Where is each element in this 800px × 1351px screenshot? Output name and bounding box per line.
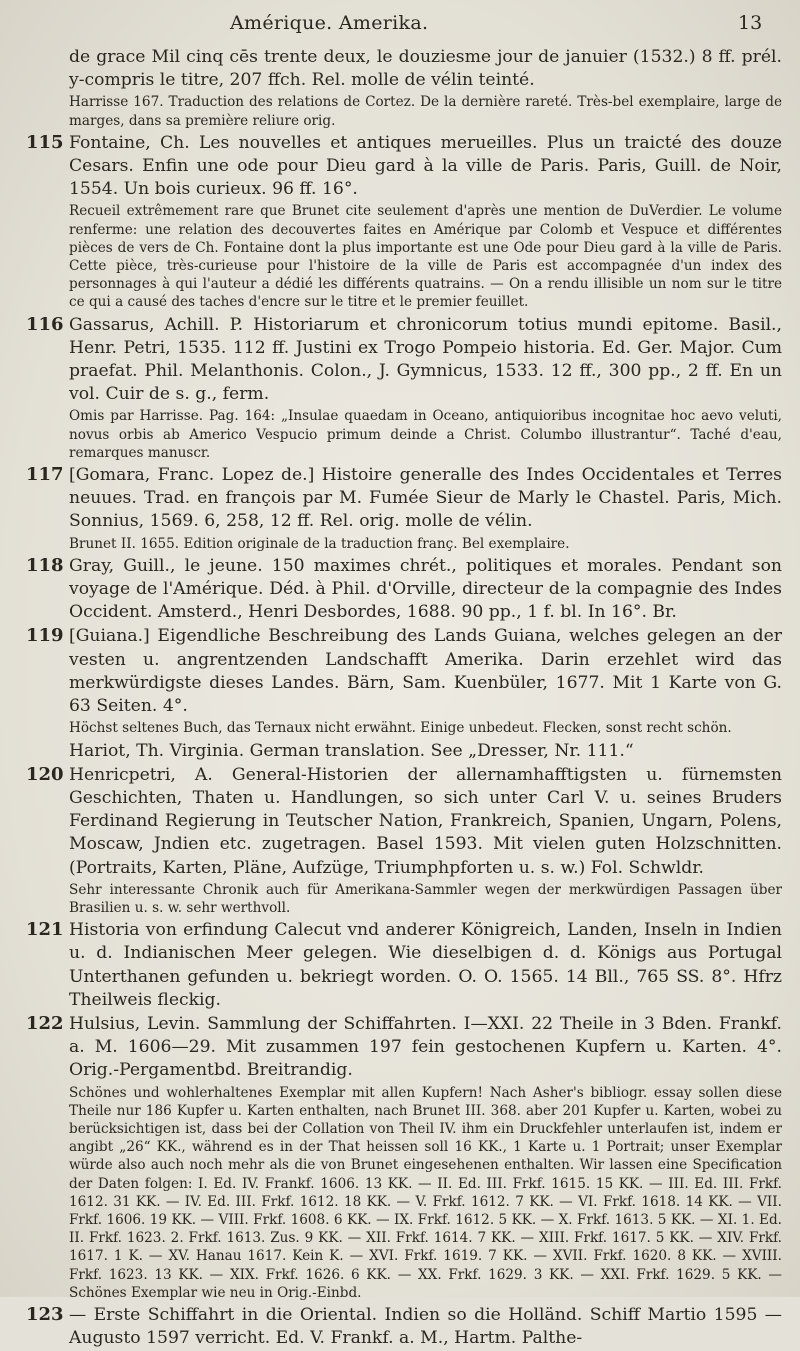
entry-text: Henricpetri, A. General-Historien der allernamhafftigsten u. fürnemsten Geschichten, Thaten u. Handlungen, so sich unter Carl V. u. seines Bruders Ferdinand Regierung in Teutscher Nation, Frankreich, Spanien, Ungarn, Polens, Moscaw, Jndien etc. zugetragen. Basel 1593. Mit vielen guten Holzschnitten. (Portraits, Karten, Pläne, Aufzüge, Triumphpforten u. s. w.) Fol. Schwldr. — [69, 764, 782, 878]
entry-text: Fontaine, Ch. Les nouvelles et antiques merueilles. Plus un traicté des douze Cesars. Enfin une ode pour Dieu gard à la ville de Paris. Paris, Guill. de Noir, 1554. Un bois curieux. 96 ff. 16°. — [69, 132, 782, 200]
entry-note: Harrisse 167. Traduction des relations de Cortez. De la dernière rareté. Très-bel exemplaire, large de marges, dans sa première reliure orig. — [69, 94, 782, 129]
entry-number: 118 — [26, 554, 64, 576]
entry-115 — [26, 132, 782, 312]
entry-number: 123 — [26, 1303, 64, 1325]
entry-number: 122 — [26, 1012, 64, 1034]
entry-note: Höchst seltenes Buch, das Ternaux nicht erwähnt. Einige unbedeut. Flecken, sonst recht schön. — [69, 720, 732, 737]
entry-hariot — [26, 740, 782, 763]
entry-continued — [26, 46, 782, 130]
entry-note: Recueil extrêmement rare que Brunet cite seulement d'après une mention de DuVerdier. Le volume renferme: une relation des decouvertes faites en Amérique par Colomb et Vespuce et différentes pièces de vers de Ch. Fontaine dont la plus importante est une Ode pour Dieu gard à la ville de Paris. Cette pièce, très-curieuse pour l'histoire de la ville de Paris est accompagnée d'un index des personnages à qui l'auteur a dédié les différents quatrains. — On a rendu illisible un nom sur le titre ce qui a causé des taches d'encre sur le titre et le premier feuillet. — [69, 203, 782, 311]
entry-number: 120 — [26, 763, 64, 785]
entry-text: Gassarus, Achill. P. Historiarum et chronicorum totius mundi epitome. Basil., Henr. Petri, 1535. 112 ff. Justini ex Trogo Pompeio historia. Ed. Ger. Major. Cum praefat. Phil. Melanthonis. Colon., J. Gymnicus, 1533. 12 ff., 300 pp., 2 ff. En un vol. Cuir de s. g., ferm. — [69, 314, 782, 405]
entry-note: Brunet II. 1655. Edition originale de la traduction franç. Bel exemplaire. — [69, 535, 570, 552]
entry-text: [Guiana.] Eigendliche Beschreibung des Lands Guiana, welches gelegen an der vesten u. angrentzenden Landschafft Amerika. Darin erzehlet wird das merkwürdigste dieses Landes. Bärn, Sam. Kuenbüler, 1677. Mit 1 Karte von G. 63 Seiten. 4°. — [69, 626, 782, 717]
entry-note: Sehr interessante Chronik auch für Amerikana-Sammler wegen der merkwürdigen Passagen über Brasilien u. s. w. sehr werthvoll. — [69, 881, 782, 916]
entry-119 — [26, 625, 782, 737]
entry-122 — [26, 1013, 782, 1302]
entry-text: Hariot, Th. Virginia. German translation. See „Dresser, Nr. 111.“ — [69, 740, 634, 761]
entry-121 — [26, 919, 782, 1012]
page-number: 13 — [738, 12, 763, 34]
entry-116 — [26, 314, 782, 462]
running-header — [0, 12, 800, 40]
entry-118 — [26, 555, 782, 625]
entry-number: 119 — [26, 625, 64, 647]
entry-text: Gray, Guill., le jeune. 150 maximes chrét., politiques et morales. Pendant son voyage de l'Amérique. Déd. à Phil. d'Orville, directeur de la compagnie des Indes Occident. Amsterd., Henri Desbordes, 1688. 90 pp., 1 f. bl. In 16°. Br. — [69, 555, 782, 623]
entry-text: Hulsius, Levin. Sammlung der Schiffahrten. I—XXI. 22 Theile in 3 Bden. Frankf. a. M. 1606—29. Mit zusammen 197 fein gestochenen Kupfern u. Karten. 4°. Orig.-Pergamentbd. Breitrandig. — [69, 1013, 782, 1081]
entry-list — [26, 46, 782, 1351]
running-title: Amérique. Amerika. — [230, 12, 429, 34]
entry-number: 117 — [26, 464, 64, 486]
entry-note: Omis par Harrisse. Pag. 164: „Insulae quaedam in Oceano, antiquioribus incognitae hoc aevo veluti, novus orbis ab Americo Vespucio primum deinde a Christ. Columbo illustrantur“. Taché d'eau, remarques manuscr. — [69, 408, 782, 461]
entry-123 — [26, 1304, 782, 1350]
entry-117 — [26, 464, 782, 553]
entry-number: 121 — [26, 919, 64, 941]
entry-number: 116 — [26, 313, 64, 335]
entry-text: — Erste Schiffahrt in die Oriental. Indien so die Holländ. Schiff Martio 1595 — Augusto 1597 verricht. Ed. V. Frankf. a. M., Hartm. Palthe- — [69, 1304, 782, 1349]
entry-text: [Gomara, Franc. Lopez de.] Histoire generalle des Indes Occidentales et Terres neuues. Trad. en françois par M. Fumée Sieur de Marly le Chastel. Paris, Mich. Sonnius, 1569. 6, 258, 12 ff. Rel. orig. molle de vélin. — [69, 465, 782, 532]
entry-text: de grace Mil cinq cēs trente deux, le douziesme jour de januier (1532.) 8 ff. prél. y-compris le titre, 207 ffch. Rel. molle de vélin teinté. — [69, 47, 782, 91]
entry-text: Historia von erfindung Calecut vnd anderer Königreich, Landen, Inseln in Indien u. d. Indianischen Meer gelegen. Wie dieselbigen d. d. Königs aus Portugal Unterthanen gefunden u. bekriegt worden. O. O. 1565. 14 Bll., 765 SS. 8°. Hfrz Theilweis fleckig. — [69, 920, 782, 1010]
entry-note: Schönes und wohlerhaltenes Exemplar mit allen Kupfern! Nach Asher's bibliogr. essay sollen diese Theile nur 186 Kupfer u. Karten enthalten, nach Brunet III. 368. aber 201 Kupfer u. Karten, wobei zu berücksichtigen ist, dass bei der Collation von Theil IV. ihm ein Druckfehler unterlaufen ist, indem er angibt „26“ KK., während es in der That heissen soll 16 KK., 1 Karte u. 1 Portrait; unser Exemplar würde also auch noch mehr als die von Brunet eingesehenen enthalten. Wir lassen eine Specification der Daten folgen: I. Ed. IV. Frankf. 1606. 13 KK. — II. Ed. III. Frkf. 1615. 15 KK. — III. Ed. III. Frkf. 1612. 31 KK. — IV. Ed. III. Frkf. 1612. 18 KK. — V. Frkf. 1612. 7 KK. — VI. Frkf. 1618. 14 KK. — VII. Frkf. 1606. 19 KK. — VIII. Frkf. 1608. 6 KK. — IX. Frkf. 1612. 5 KK. — X. Frkf. 1613. 5 KK. — XI. 1. Ed. II. Frkf. 1623. 2. Frkf. 1613. Zus. 9 KK. — XII. Frkf. 1614. 7 KK. — XIII. Frkf. 1617. 5 KK. — XIV. Frkf. 1617. 1 K. — XV. Hanau 1617. Kein K. — XVI. Frkf. 1619. 7 KK. — XVII. Frkf. 1620. 8 KK. — XVIII. Frkf. 1623. 13 KK. — XIX. Frkf. 1626. 6 KK. — XX. Frkf. 1629. 3 KK. — XXI. Frkf. 1629. 5 KK. — Schönes Exemplar wie neu in Orig.-Einbd. — [69, 1084, 782, 1301]
entry-number: 115 — [26, 131, 64, 153]
entry-120 — [26, 764, 782, 917]
